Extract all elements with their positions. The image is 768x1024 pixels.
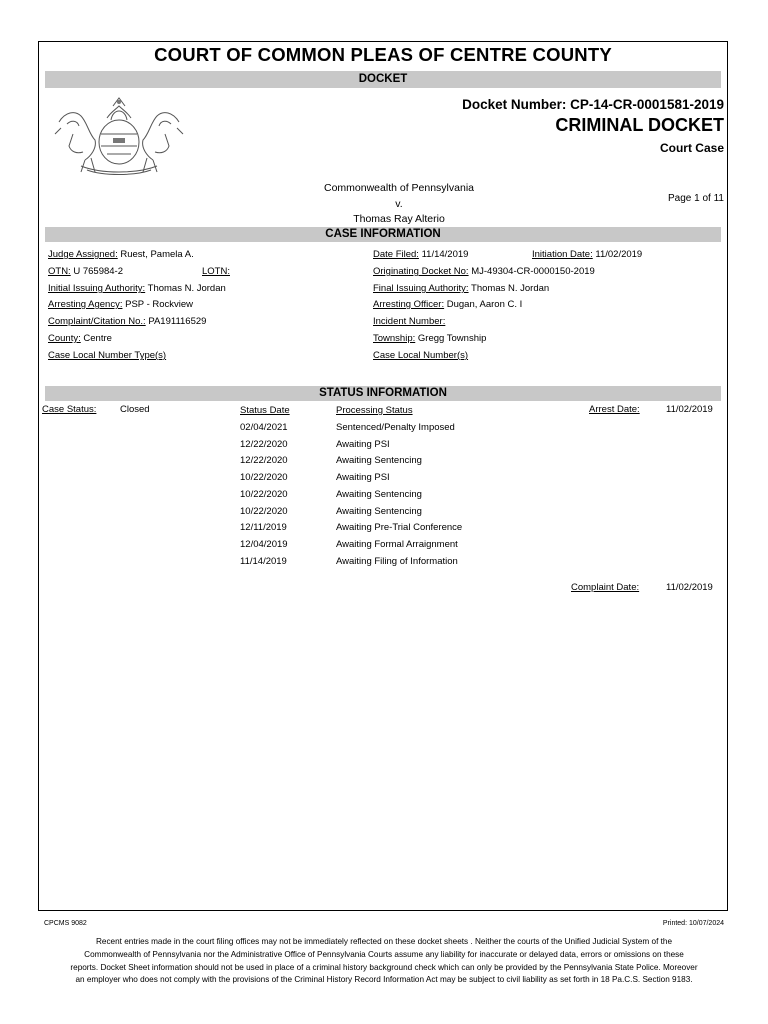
status-row-processing-status: Awaiting PSI [336,472,390,484]
status-row-processing-status: Awaiting Sentencing [336,455,422,467]
court-case-label: Court Case [659,141,724,155]
status-row-date: 10/22/2020 [240,488,288,500]
otn-field [48,266,123,277]
arresting-agency-value: PSP - Rockview [125,299,194,310]
status-row-processing-status: Awaiting Formal Arraignment [336,538,458,550]
disclaimer-text: Recent entries made in the court filing offices may not be immediately reflected on these docket sheets . Neither the courts of the Unified Judicial System of the Commonwealth of Pennsylvania nor the Administrative Office of Pennsylvania Courts assume any liability for inaccurate or delayed data, errors or omissions on these reports. Docket Sheet information should not be used in place of a criminal history background check which can only be provided by the Pennsylvania State Police. Moreover an employer who does not comply with the provisions of the Criminal History Record Information Act may be subject to civil liability as set forth in 18 Pa.C.S. Section 9183. [70,937,698,985]
complaint-number-field [48,316,206,327]
initial-authority-value: Thomas N. Jordan [147,283,226,294]
docket-bar: DOCKET [45,71,721,88]
complaint-number-value: PA191116529 [148,316,207,327]
case-information-heading: CASE INFORMATION [45,227,721,242]
printed-date: Printed: 10/07/2024 [662,920,724,927]
originating-docket-value: MJ-49304-CR-0000150-2019 [471,266,595,277]
status-row-date: 12/22/2020 [240,455,288,467]
initiation-date-value: 11/02/2019 [595,249,643,260]
final-authority-field [373,283,549,294]
arresting-agency-field [48,299,193,310]
arresting-officer-label: Arresting Officer: [373,299,445,310]
complaint-number-label: Complaint/Citation No.: [48,316,146,327]
status-row-processing-status: Awaiting PSI [336,438,390,450]
status-row-date: 12/04/2019 [240,538,288,550]
arresting-officer-field [373,299,522,310]
status-row-processing-status: Awaiting Filing of Information [336,555,458,567]
status-row-date: 12/11/2019 [240,522,287,534]
otn-value: U 765984-2 [73,266,123,277]
arrest-date-value: 11/02/2019 [666,404,713,415]
court-title: COURT OF COMMON PLEAS OF CENTRE COUNTY [154,44,612,65]
processing-status-header: Processing Status [336,405,413,416]
pennsylvania-seal-icon [51,94,187,176]
caption-defendant: Thomas Ray Alterio [353,213,445,225]
date-filed-label: Date Filed: [373,249,419,260]
otn-label: OTN: [48,266,71,277]
lotn-label: LOTN: [202,266,230,277]
status-row-date: 12/22/2020 [240,438,288,450]
date-filed-value: 11/14/2019 [421,249,469,260]
status-information-heading: STATUS INFORMATION [45,386,721,401]
case-status-value: Closed [120,404,150,415]
status-row-date: 02/04/2021 [240,422,288,433]
date-filed-field [373,249,468,260]
originating-docket-label: Originating Docket No: [373,266,469,277]
docket-type: CRIMINAL DOCKET [555,115,724,135]
county-value: Centre [83,333,112,344]
arresting-agency-label: Arresting Agency: [48,299,123,310]
status-date-header: Status Date [240,405,290,416]
caption-versus: v. [395,198,403,210]
case-status-label: Case Status: [42,404,97,415]
township-field [373,333,486,344]
case-local-number-type-label: Case Local Number Type(s) [48,350,167,361]
judge-label: Judge Assigned: [48,249,118,260]
status-row-date: 11/14/2019 [240,555,287,567]
status-row-processing-status: Sentenced/Penalty Imposed [336,422,455,433]
township-label: Township: [373,333,416,344]
judge-field [48,249,194,260]
case-local-numbers-label: Case Local Number(s) [373,350,469,361]
status-row-date: 10/22/2020 [240,505,288,517]
arrest-date-label: Arrest Date: [589,404,640,415]
incident-number-label: Incident Number: [373,316,446,327]
form-code: CPCMS 9082 [44,920,87,927]
docket-page [38,41,728,911]
complaint-date-label: Complaint Date: [571,582,640,593]
township-value: Gregg Township [417,333,487,344]
final-authority-value: Thomas N. Jordan [471,283,550,294]
initial-authority-field [48,283,226,294]
docket-number [462,97,724,112]
originating-docket-field [373,266,595,277]
complaint-date-value: 11/02/2019 [666,582,713,593]
initial-authority-label: Initial Issuing Authority: [48,283,146,294]
status-row-processing-status: Awaiting Pre-Trial Conference [336,522,463,534]
final-authority-label: Final Issuing Authority: [373,283,469,294]
page-number: Page 1 of 11 [668,193,724,204]
initiation-date-label: Initiation Date: [532,249,593,260]
county-label: County: [48,333,81,344]
docket-number-label: Docket Number: [462,97,567,112]
county-field [48,333,112,344]
status-row-processing-status: Awaiting Sentencing [336,505,422,517]
initiation-date-field [532,249,642,260]
docket-number-value: CP-14-CR-0001581-2019 [570,97,724,112]
caption-plaintiff: Commonwealth of Pennsylvania [324,182,474,194]
arresting-officer-value: Dugan, Aaron C. I [446,299,523,310]
judge-value: Ruest, Pamela A. [120,249,194,260]
status-row-processing-status: Awaiting Sentencing [336,488,422,500]
status-row-date: 10/22/2020 [240,472,288,484]
